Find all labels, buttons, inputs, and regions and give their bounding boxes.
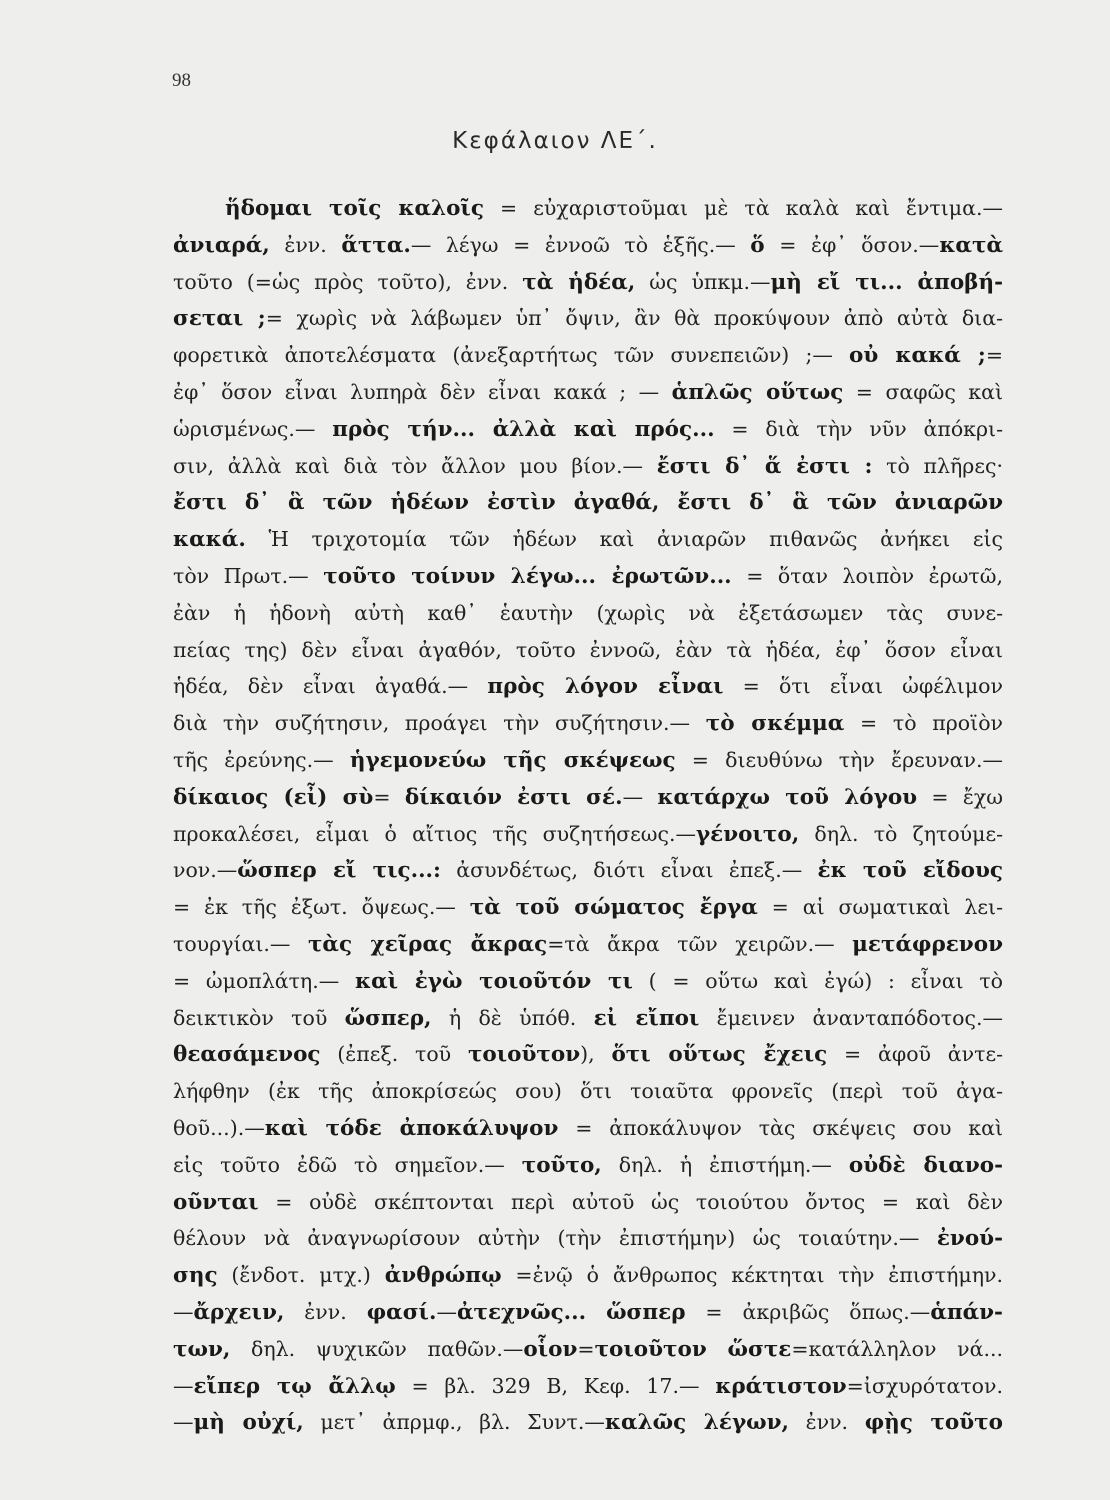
lemma-term: ἁπάν- [930, 1299, 1003, 1325]
gloss-text: = ὅταν λοιπὸν ἐρωτῶ, [731, 563, 1003, 588]
lemma-term: εἰ εἴποι [593, 1005, 700, 1031]
gloss-text: πείας της) δὲν εἶναι ἀγαθόν, τοῦτο ἐννοῶ, ἐὰν τὰ ἡδέα, ἐφ᾽ ὅσον εἶναι [173, 637, 1003, 662]
lemma-term: τοῦτο, [521, 1152, 602, 1178]
gloss-text: ἀσυνδέτως, διότι εἶναι ἐπεξ.— [440, 858, 818, 883]
gloss-text: εἰς τοῦτο ἐδῶ τὸ σημεῖον.— [173, 1152, 522, 1177]
lemma-term: ὥσπερ [606, 1299, 686, 1325]
text-line [173, 1404, 1003, 1441]
gloss-text: ἔμεινεν ἀνανταπόδοτος.— [699, 1005, 1003, 1030]
text-line [173, 1110, 1003, 1147]
gloss-text: ἡ δὲ ὑπόθ. [431, 1005, 594, 1030]
gloss-text: θοῦ...).— [173, 1115, 265, 1140]
lemma-term: δίκαιόν ἐστι σέ. [404, 784, 623, 810]
text-line [173, 558, 1003, 595]
gloss-text: ἐὰν ἡ ἡδονὴ αὐτὴ καθ᾽ ἑαυτὴν (χωρὶς νὰ ἐξετάσωμεν τὰς συνε- [173, 600, 1003, 625]
lemma-term: κατάρχω τοῦ λόγου [657, 784, 918, 810]
gloss-text: τὸ πλῆρες· [872, 453, 1003, 478]
lemma-term: ἐνού- [936, 1226, 1003, 1252]
gloss-text: τοῦτο (=ὡς πρὸς τοῦτο), ἐνν. [173, 269, 523, 294]
gloss-text: ἐνν. [284, 1299, 367, 1324]
text-line [173, 337, 1003, 374]
gloss-text: προκαλέσει, εἶμαι ὁ αἴτιος τῆς συζητήσεως.— [173, 821, 696, 846]
lemma-term: τὰς χεῖρας ἄκρας [307, 931, 548, 957]
gloss-text [586, 1300, 606, 1324]
lemma-term: ἔστι δ᾽ ἅ ἐστι : [656, 453, 873, 479]
lemma-term: ὥσπερ, [344, 1005, 432, 1031]
text-line [173, 963, 1003, 1000]
text-line [173, 1036, 1003, 1073]
text-line [173, 1331, 1003, 1368]
lemma-term: των, [173, 1336, 231, 1362]
text-line [173, 227, 1003, 264]
text-line [173, 1184, 1003, 1221]
gloss-text: Ἡ τριχοτομία τῶν ἡδέων καὶ ἀνιαρῶν πιθανῶς ἀνήκει εἰς [245, 527, 1003, 552]
text-line [173, 779, 1003, 816]
text-line [173, 300, 1003, 337]
gloss-text: — [622, 784, 658, 809]
text-line [173, 852, 1003, 889]
text-line [173, 484, 1003, 521]
chapter-title: Κεφάλαιον ΛΕ΄. [452, 128, 658, 154]
gloss-text: = [577, 1336, 595, 1361]
lemma-term: ἥδομαι τοῖς καλοῖς [225, 196, 484, 221]
text-line [173, 1220, 1003, 1257]
text-line [173, 595, 1003, 632]
gloss-text: = οὐδὲ σκέπτονται περὶ αὐτοῦ ὡς τοιούτου ὄντος = καὶ δὲν [258, 1189, 1003, 1214]
gloss-text: =ἐνῷ ὁ ἄνθρωπος κέκτηται τὴν ἐπιστήμην. [501, 1263, 1003, 1288]
gloss-text: θέλουν νὰ ἀναγνωρίσουν αὐτὴν (τὴν ἐπιστήμην) ὡς τοιαύτην.— [173, 1226, 937, 1251]
gloss-text: — [173, 1410, 194, 1435]
gloss-text: = ἐφ᾽ ὅσον.— [764, 232, 940, 257]
text-line [173, 1257, 1003, 1294]
gloss-text: = βλ. 329 Β, Κεφ. 17.— [395, 1373, 716, 1398]
lemma-term: οῦνται [173, 1189, 259, 1215]
text-line [173, 448, 1003, 485]
gloss-text: =τὰ ἄκρα τῶν χειρῶν.— [547, 931, 853, 956]
text-line [173, 264, 1003, 301]
text-line [173, 411, 1003, 448]
lemma-term: φῂς τοῦτο [864, 1410, 1003, 1436]
gloss-text: = ἀφοῦ ἀντε- [827, 1042, 1003, 1067]
gloss-text: μετ᾽ ἀπρμφ., βλ. Συντ.— [303, 1410, 605, 1435]
gloss-text: = εὐχαριστοῦμαι μὲ τὰ καλὰ καὶ ἔντιμα.— [483, 196, 1003, 220]
lemma-term: καὶ τόδε ἀποκάλυψον [264, 1115, 559, 1141]
gloss-text: δηλ. ψυχικῶν παθῶν.— [230, 1336, 524, 1361]
gloss-text: ( = οὕτω καὶ ἐγώ) : εἶναι τὸ [632, 968, 1004, 993]
lemma-term: κακά. [173, 527, 246, 553]
text-line [173, 668, 1003, 705]
page-number: 98 [172, 70, 191, 91]
lemma-term: οὐδὲ διανο- [848, 1152, 1004, 1178]
text-line [173, 1147, 1003, 1184]
gloss-text: = ὠμοπλάτη.— [173, 968, 355, 993]
gloss-text: ὡρισμένως.— [173, 416, 333, 441]
gloss-text: ἡδέα, δὲν εἶναι ἀγαθά.— [173, 674, 488, 699]
text-line [173, 889, 1003, 926]
text-line [173, 1000, 1003, 1037]
lemma-term: τοιοῦτον [467, 1042, 581, 1068]
gloss-text: ἐνν. [269, 232, 342, 257]
lemma-term: ὥστε [727, 1336, 792, 1362]
lemma-term: ἀτεχνῶς... [456, 1299, 587, 1325]
lemma-term: ὥσπερ εἴ τις...: [237, 858, 441, 884]
gloss-text: τὸν Πρωτ.— [173, 563, 324, 588]
text-line [173, 816, 1003, 853]
text-line [173, 1294, 1003, 1331]
gloss-text: λήφθην (ἐκ τῆς ἀποκρίσεώς σου) ὅτι τοιαῦτα φρονεῖς (περὶ τοῦ ἀγα- [173, 1079, 1003, 1104]
gloss-text: = [373, 784, 405, 809]
gloss-text: — [436, 1299, 457, 1324]
gloss-text: = διὰ τὴν νῦν ἀπόκρι- [714, 416, 1004, 441]
gloss-text: διὰ τὴν συζήτησιν, προάγει τὴν συζήτησιν.— [173, 711, 706, 736]
gloss-text: ἐφ᾽ ὅσον εἶναι λυπηρὰ δὲν εἶναι κακά ; — [173, 379, 672, 404]
lemma-term: γένοιτο, [695, 821, 800, 847]
text-line [173, 1368, 1003, 1405]
gloss-text: = χωρὶς νὰ λάβωμεν ὑπ᾽ ὄψιν, ἂν θὰ προκύψουν ἀπὸ αὐτὰ δια- [265, 306, 1003, 331]
lemma-term: τοῦτο τοίνυν λέγω... ἐρωτῶν... [323, 563, 732, 589]
lemma-term: ἄρχειν, [193, 1299, 285, 1325]
text-line [173, 742, 1003, 779]
text-line [173, 1073, 1003, 1110]
gloss-text: τῆς ἐρεύνης.— [173, 747, 350, 772]
lemma-term: μὴ οὐχί, [193, 1410, 304, 1436]
gloss-text: (ἐπεξ. τοῦ [320, 1042, 468, 1067]
gloss-text: ), [580, 1042, 612, 1067]
gloss-text: δηλ. τὸ ζητούμε- [799, 821, 1003, 846]
lemma-term: μετάφρενον [852, 931, 1003, 957]
gloss-text: = [985, 343, 1004, 368]
lemma-term: τὸ σκέμμα [705, 711, 845, 737]
gloss-text: φορετικὰ ἀποτελέσματα (ἀνεξαρτήτως τῶν συνεπειῶν) ;— [173, 343, 850, 368]
text-line [173, 705, 1003, 742]
text-line [173, 190, 1003, 227]
gloss-text: =κατάλληλον νά... [791, 1336, 1003, 1361]
gloss-text: = ἀποκάλυψον τὰς σκέψεις σου καὶ [558, 1115, 1003, 1140]
lemma-term: ἡγεμονεύω τῆς σκέψεως [349, 747, 676, 773]
lemma-term: φασί. [366, 1299, 437, 1325]
gloss-text: σιν, ἀλλὰ καὶ διὰ τὸν ἄλλον μου βίον.— [173, 453, 657, 478]
lemma-term: οἷον [523, 1336, 578, 1362]
commentary-text [173, 190, 1003, 1441]
gloss-text: = ἔχω [917, 784, 1003, 809]
lemma-term: καὶ ἐγὼ τοιοῦτόν τι [354, 968, 633, 994]
lemma-term: καλῶς λέγων, [604, 1410, 790, 1436]
lemma-term: ἔστι δ᾽ ἃ τῶν ἡδέων ἐστὶν ἀγαθά, ἔστι δ᾽ ἃ τῶν ἀνιαρῶν [173, 490, 1003, 516]
gloss-text: δεικτικὸν τοῦ [173, 1005, 345, 1030]
lemma-term: ἀνθρώπῳ [384, 1263, 502, 1289]
lemma-term: κράτιστον [715, 1373, 847, 1399]
gloss-text: = διευθύνω τὴν ἔρευναν.— [675, 747, 1003, 772]
lemma-term: δίκαιος (εἶ) σὺ [173, 784, 374, 810]
gloss-text: = αἱ σωματικαὶ λει- [757, 895, 1003, 920]
gloss-text: = σαφῶς καὶ [843, 379, 1003, 404]
gloss-text: = τὸ προϊὸν [844, 711, 1003, 736]
text-line [173, 926, 1003, 963]
lemma-term: ἐκ τοῦ εἴδους [817, 858, 1003, 884]
lemma-term: εἴπερ τῳ ἄλλῳ [193, 1373, 396, 1399]
lemma-term: ἁπλῶς οὕτως [671, 379, 844, 405]
gloss-text: (ἔνδοτ. μτχ.) [217, 1263, 385, 1288]
lemma-term: σης [173, 1263, 218, 1289]
gloss-text: τουργίαι.— [173, 931, 308, 956]
gloss-text: νον.— [173, 858, 238, 883]
lemma-term: ἀνιαρά, [173, 232, 270, 258]
gloss-text: — [173, 1373, 194, 1398]
text-line [173, 374, 1003, 411]
lemma-term: μὴ εἴ τι... ἀποβή- [770, 269, 1003, 295]
gloss-text: — [173, 1299, 194, 1324]
lemma-term: οὐ κακά ; [849, 343, 986, 369]
lemma-term: κατὰ [939, 232, 1003, 258]
lemma-term: τὰ τοῦ σώματος ἔργα [469, 895, 758, 921]
gloss-text: ἐνν. [789, 1410, 865, 1435]
lemma-term: τὰ ἡδέα, [522, 269, 636, 295]
lemma-term: θεασάμενος [173, 1042, 321, 1068]
lemma-term: ὅ [750, 232, 765, 258]
gloss-text: = ἐκ τῆς ἐξωτ. ὄψεως.— [173, 895, 470, 920]
gloss-text: =ἰσχυρότατον. [846, 1373, 1003, 1398]
gloss-text [707, 1337, 728, 1361]
gloss-text: ὡς ὑπκμ.— [635, 269, 771, 294]
lemma-term: τοιοῦτον [594, 1336, 707, 1362]
lemma-term: ὅτι οὕτως ἔχεις [611, 1042, 828, 1068]
text-line [173, 521, 1003, 558]
gloss-text: — λέγω = ἐννοῶ τὸ ἑξῆς.— [410, 232, 751, 257]
lemma-term: σεται ; [173, 306, 266, 332]
gloss-text: = ὅτι εἶναι ὠφέλιμον [723, 674, 1003, 699]
lemma-term: πρὸς λόγον εἶναι [487, 674, 724, 700]
lemma-term: πρὸς τήν... ἀλλὰ καὶ πρός... [332, 416, 715, 442]
lemma-term: ἅττα. [341, 232, 411, 258]
gloss-text: δηλ. ἡ ἐπιστήμη.— [601, 1152, 849, 1177]
text-line [173, 632, 1003, 669]
gloss-text: = ἀκριβῶς ὅπως.— [685, 1299, 931, 1324]
